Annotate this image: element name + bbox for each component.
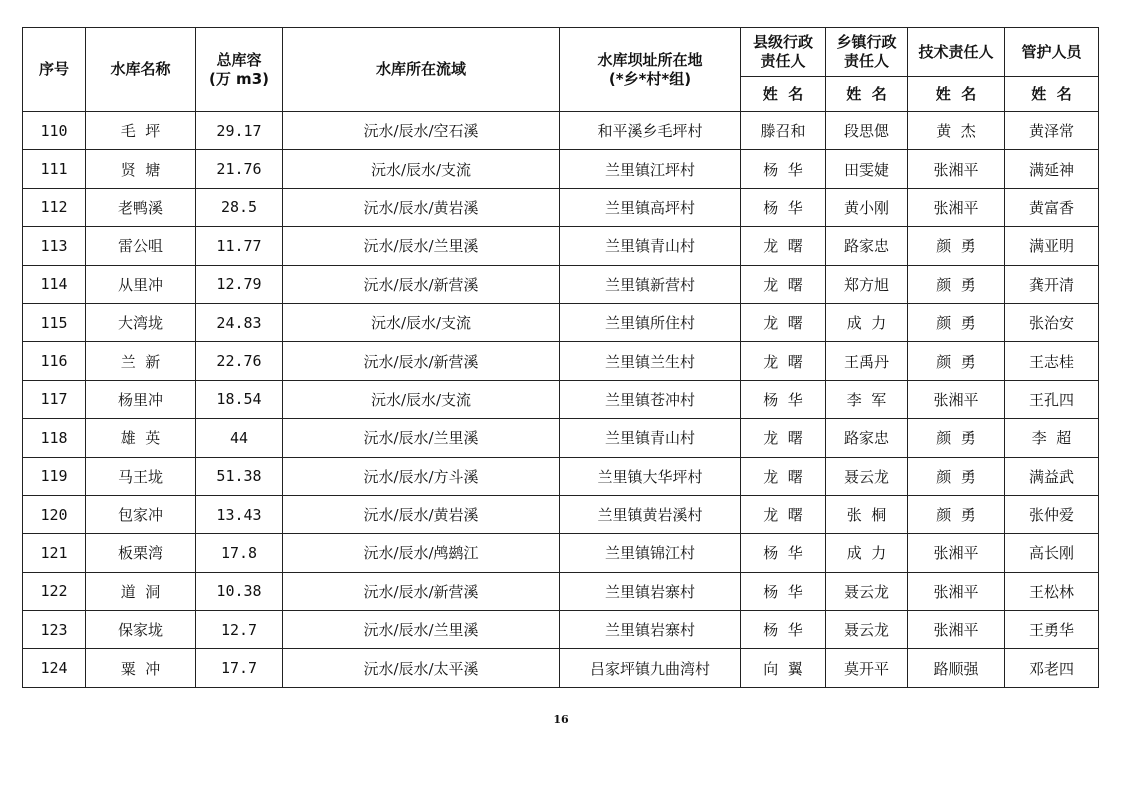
cell-county: 向 翼	[741, 649, 826, 687]
cell-name: 雷公咀	[86, 227, 196, 265]
reservoir-table	[22, 27, 1099, 688]
cell-seq: 113	[23, 227, 86, 265]
cell-guard: 满益武	[1005, 457, 1099, 495]
cell-location: 兰里镇江坪村	[560, 150, 741, 188]
cell-seq: 112	[23, 188, 86, 226]
cell-capacity: 17.8	[196, 534, 283, 572]
cell-county: 龙 曙	[741, 303, 826, 341]
cell-location: 兰里镇岩寨村	[560, 611, 741, 649]
cell-county: 杨 华	[741, 534, 826, 572]
cell-town: 聂云龙	[826, 611, 908, 649]
cell-name: 保家垅	[86, 611, 196, 649]
cell-basin: 沅水/辰水/鸬鹚江	[283, 534, 560, 572]
cell-guard: 黄泽常	[1005, 112, 1099, 150]
cell-guard: 王松林	[1005, 572, 1099, 610]
cell-town: 成 力	[826, 303, 908, 341]
cell-location: 兰里镇大华坪村	[560, 457, 741, 495]
table-row	[23, 150, 1099, 188]
cell-name: 马王垅	[86, 457, 196, 495]
cell-capacity: 24.83	[196, 303, 283, 341]
cell-seq: 121	[23, 534, 86, 572]
table-body	[23, 112, 1099, 688]
cell-town: 路家忠	[826, 419, 908, 457]
table-row	[23, 227, 1099, 265]
cell-name: 板栗湾	[86, 534, 196, 572]
cell-county: 杨 华	[741, 380, 826, 418]
cell-capacity: 12.79	[196, 265, 283, 303]
cell-capacity: 13.43	[196, 495, 283, 533]
subheader-town-name: 姓 名	[826, 77, 908, 112]
cell-basin: 沅水/辰水/新营溪	[283, 265, 560, 303]
cell-tech: 路顺强	[908, 649, 1005, 687]
cell-basin: 沅水/辰水/空石溪	[283, 112, 560, 150]
cell-seq: 110	[23, 112, 86, 150]
table-row	[23, 611, 1099, 649]
cell-seq: 119	[23, 457, 86, 495]
cell-seq: 117	[23, 380, 86, 418]
cell-seq: 118	[23, 419, 86, 457]
cell-location: 兰里镇锦江村	[560, 534, 741, 572]
header-basin: 水库所在流域	[283, 28, 560, 112]
cell-location: 兰里镇黄岩溪村	[560, 495, 741, 533]
cell-location: 兰里镇新营村	[560, 265, 741, 303]
cell-tech: 黄 杰	[908, 112, 1005, 150]
table-row	[23, 380, 1099, 418]
cell-basin: 沅水/辰水/新营溪	[283, 342, 560, 380]
cell-location: 兰里镇岩寨村	[560, 572, 741, 610]
cell-tech: 张湘平	[908, 188, 1005, 226]
header-town: 乡镇行政 责任人	[826, 28, 908, 77]
cell-name: 包家冲	[86, 495, 196, 533]
cell-guard: 龚开清	[1005, 265, 1099, 303]
header-county: 县级行政 责任人	[741, 28, 826, 77]
cell-name: 毛 坪	[86, 112, 196, 150]
cell-capacity: 11.77	[196, 227, 283, 265]
cell-capacity: 44	[196, 419, 283, 457]
cell-county: 杨 华	[741, 188, 826, 226]
cell-seq: 114	[23, 265, 86, 303]
table-row	[23, 303, 1099, 341]
cell-basin: 沅水/辰水/支流	[283, 303, 560, 341]
cell-guard: 李 超	[1005, 419, 1099, 457]
cell-capacity: 21.76	[196, 150, 283, 188]
cell-seq: 115	[23, 303, 86, 341]
cell-county: 龙 曙	[741, 457, 826, 495]
cell-location: 兰里镇兰生村	[560, 342, 741, 380]
cell-tech: 张湘平	[908, 380, 1005, 418]
cell-capacity: 17.7	[196, 649, 283, 687]
cell-tech: 颜 勇	[908, 457, 1005, 495]
cell-tech: 张湘平	[908, 611, 1005, 649]
cell-guard: 张治安	[1005, 303, 1099, 341]
cell-tech: 张湘平	[908, 572, 1005, 610]
cell-tech: 张湘平	[908, 150, 1005, 188]
table-row	[23, 419, 1099, 457]
cell-county: 龙 曙	[741, 419, 826, 457]
cell-capacity: 22.76	[196, 342, 283, 380]
cell-location: 兰里镇青山村	[560, 227, 741, 265]
cell-basin: 沅水/辰水/兰里溪	[283, 419, 560, 457]
cell-name: 兰 新	[86, 342, 196, 380]
cell-county: 滕召和	[741, 112, 826, 150]
cell-basin: 沅水/辰水/支流	[283, 380, 560, 418]
subheader-guard-name: 姓 名	[1005, 77, 1099, 112]
cell-county: 龙 曙	[741, 265, 826, 303]
cell-guard: 黄富香	[1005, 188, 1099, 226]
cell-tech: 颜 勇	[908, 227, 1005, 265]
cell-town: 路家忠	[826, 227, 908, 265]
cell-name: 贤 塘	[86, 150, 196, 188]
cell-location: 吕家坪镇九曲湾村	[560, 649, 741, 687]
cell-seq: 120	[23, 495, 86, 533]
cell-seq: 116	[23, 342, 86, 380]
cell-tech: 颜 勇	[908, 265, 1005, 303]
cell-name: 老鸭溪	[86, 188, 196, 226]
header-location: 水库坝址所在地 (*乡*村*组)	[560, 28, 741, 112]
cell-guard: 满亚明	[1005, 227, 1099, 265]
cell-capacity: 28.5	[196, 188, 283, 226]
cell-name: 杨里冲	[86, 380, 196, 418]
cell-location: 兰里镇青山村	[560, 419, 741, 457]
cell-basin: 沅水/辰水/兰里溪	[283, 611, 560, 649]
cell-seq: 123	[23, 611, 86, 649]
cell-guard: 满延神	[1005, 150, 1099, 188]
cell-guard: 邓老四	[1005, 649, 1099, 687]
cell-tech: 颜 勇	[908, 342, 1005, 380]
cell-location: 兰里镇所住村	[560, 303, 741, 341]
subheader-tech-name: 姓 名	[908, 77, 1005, 112]
cell-county: 杨 华	[741, 150, 826, 188]
cell-seq: 111	[23, 150, 86, 188]
cell-basin: 沅水/辰水/支流	[283, 150, 560, 188]
cell-name: 从里冲	[86, 265, 196, 303]
cell-town: 黄小刚	[826, 188, 908, 226]
subheader-county-name: 姓 名	[741, 77, 826, 112]
header-name: 水库名称	[86, 28, 196, 112]
cell-capacity: 18.54	[196, 380, 283, 418]
table-row	[23, 265, 1099, 303]
cell-town: 郑方旭	[826, 265, 908, 303]
cell-tech: 张湘平	[908, 534, 1005, 572]
cell-guard: 王志桂	[1005, 342, 1099, 380]
cell-county: 杨 华	[741, 572, 826, 610]
cell-town: 田雯婕	[826, 150, 908, 188]
cell-location: 和平溪乡毛坪村	[560, 112, 741, 150]
cell-basin: 沅水/辰水/兰里溪	[283, 227, 560, 265]
header-tech: 技术责任人	[908, 28, 1005, 77]
cell-guard: 王孔四	[1005, 380, 1099, 418]
cell-town: 段思偲	[826, 112, 908, 150]
cell-town: 成 力	[826, 534, 908, 572]
cell-name: 大湾垅	[86, 303, 196, 341]
cell-capacity: 51.38	[196, 457, 283, 495]
table-row	[23, 572, 1099, 610]
cell-seq: 122	[23, 572, 86, 610]
table-row	[23, 495, 1099, 533]
cell-guard: 高长刚	[1005, 534, 1099, 572]
cell-town: 李 军	[826, 380, 908, 418]
cell-town: 张 桐	[826, 495, 908, 533]
cell-basin: 沅水/辰水/方斗溪	[283, 457, 560, 495]
cell-town: 莫开平	[826, 649, 908, 687]
cell-guard: 张仲爱	[1005, 495, 1099, 533]
cell-county: 龙 曙	[741, 342, 826, 380]
table-row	[23, 649, 1099, 687]
page-number: 16	[553, 713, 569, 726]
header-capacity: 总库容 (万 m3)	[196, 28, 283, 112]
cell-capacity: 12.7	[196, 611, 283, 649]
table-row	[23, 534, 1099, 572]
cell-tech: 颜 勇	[908, 419, 1005, 457]
cell-town: 王禹丹	[826, 342, 908, 380]
table-row	[23, 457, 1099, 495]
table-row	[23, 112, 1099, 150]
cell-county: 龙 曙	[741, 227, 826, 265]
cell-town: 聂云龙	[826, 572, 908, 610]
cell-capacity: 29.17	[196, 112, 283, 150]
header-seq: 序号	[23, 28, 86, 112]
cell-name: 粟 冲	[86, 649, 196, 687]
cell-basin: 沅水/辰水/黄岩溪	[283, 495, 560, 533]
cell-basin: 沅水/辰水/黄岩溪	[283, 188, 560, 226]
cell-county: 龙 曙	[741, 495, 826, 533]
cell-tech: 颜 勇	[908, 495, 1005, 533]
cell-basin: 沅水/辰水/太平溪	[283, 649, 560, 687]
cell-basin: 沅水/辰水/新营溪	[283, 572, 560, 610]
cell-name: 雄 英	[86, 419, 196, 457]
table-row	[23, 342, 1099, 380]
cell-town: 聂云龙	[826, 457, 908, 495]
cell-county: 杨 华	[741, 611, 826, 649]
cell-name: 道 洞	[86, 572, 196, 610]
cell-location: 兰里镇苍冲村	[560, 380, 741, 418]
cell-capacity: 10.38	[196, 572, 283, 610]
header-guard: 管护人员	[1005, 28, 1099, 77]
cell-tech: 颜 勇	[908, 303, 1005, 341]
cell-guard: 王勇华	[1005, 611, 1099, 649]
cell-location: 兰里镇高坪村	[560, 188, 741, 226]
table-row	[23, 188, 1099, 226]
cell-seq: 124	[23, 649, 86, 687]
